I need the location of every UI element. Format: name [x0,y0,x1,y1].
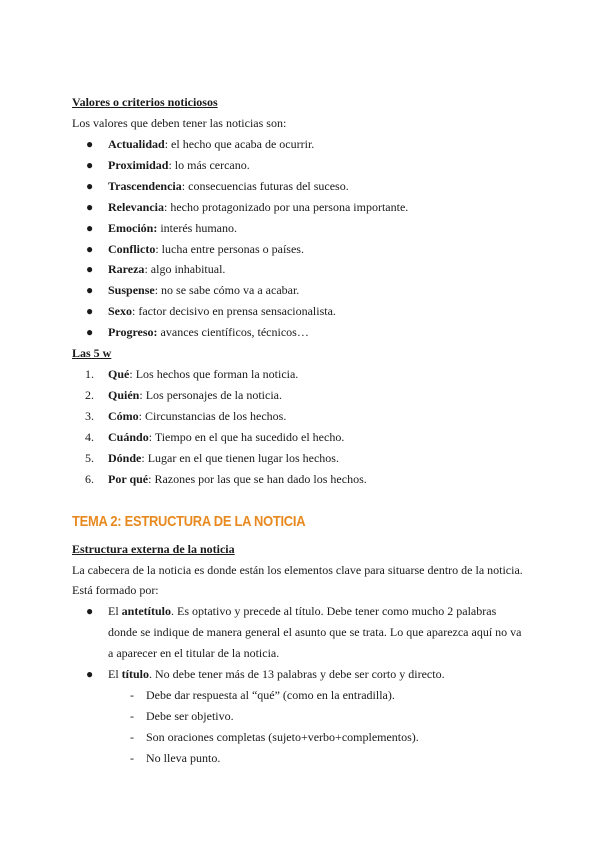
antetitulo-text-1: . Es optativo y precede al título. Debe tener como mucho 2 palabras [171,604,497,618]
value-sep: : [164,199,171,214]
value-term: Emoción: [108,220,158,235]
w-text: Los personajes de la noticia. [145,387,282,402]
w-term: Dónde [108,450,142,465]
cabecera-paragraph-line-1: La cabecera de la noticia es donde están los elementos clave para situarse dentro de la noticia. [72,563,523,577]
titulo-text: . No debe tener más de 13 palabras y debe ser corto y directo. [149,667,445,681]
value-term: Sexo [108,304,132,319]
value-term: Suspense [108,283,155,298]
w-text: Tiempo en el que ha sucedido el hecho. [154,429,345,444]
value-text: lo más cercano. [174,157,250,172]
sublist-text: Debe ser objetivo. [146,708,234,723]
dash-marker: - [130,729,134,744]
bullet-icon: ● [86,304,94,319]
value-text: avances científicos, técnicos… [160,325,309,340]
value-text: el hecho que acaba de ocurrir. [171,137,315,151]
list-number: 5. [85,450,94,465]
dash-marker: - [130,750,134,765]
value-sep: : [168,157,175,172]
list-number: 4. [85,429,94,444]
value-text: interés humano. [160,220,237,235]
value-term: Progreso: [108,325,158,340]
tema-2-title: TEMA 2: ESTRUCTURA DE LA NOTICIA [72,513,306,530]
w-term: Quién [108,387,140,402]
w-sep: : [148,471,155,486]
bullet-icon: ● [86,137,94,151]
w-sep: : [129,367,136,381]
bullet-icon: ● [86,325,94,340]
bullet-icon: ● [86,220,94,235]
antetitulo-text-2: donde se indique de manera general el asunto que se trata. Lo que aparezca aquí no va [108,625,522,639]
w-term: Qué [108,367,130,381]
titulo-pre: El [108,667,122,681]
value-sep: : [144,262,151,277]
antetitulo-pre: El [108,604,122,618]
value-term: Actualidad [108,137,165,151]
bullet-icon: ● [86,262,94,277]
section-heading-estructura-externa: Estructura externa de la noticia [72,542,235,556]
w-text: Los hechos que forman la noticia. [135,367,299,381]
value-text: algo inhabitual. [150,262,226,277]
bullet-icon: ● [86,241,94,256]
value-sep: : [164,137,172,151]
value-term: Conflicto [108,241,156,256]
value-text: consecuencias futuras del suceso. [188,178,349,193]
section-heading-valores: Valores o criterios noticiosos [72,95,218,109]
dash-marker: - [130,688,134,702]
bullet-icon: ● [86,199,94,214]
sublist-text: Debe dar respuesta al “qué” (como en la entradilla). [146,688,395,702]
sublist-text: Son oraciones completas (sujeto+verbo+complementos). [146,729,419,744]
value-sep: : [181,178,189,193]
cabecera-paragraph-line-2: Está formado por: [72,583,159,597]
w-sep: : [138,408,146,423]
value-term: Proximidad [108,157,169,172]
bullet-icon: ● [86,667,94,681]
value-sep: : [132,304,139,319]
w-term: Por qué [108,471,149,486]
value-sep: : [154,283,162,298]
w-sep: : [139,387,146,402]
value-text: no se sabe cómo va a acabar. [161,283,300,298]
w-term: Cómo [108,408,139,423]
list-number: 6. [85,471,94,486]
antetitulo-text-3: a aparecer en el titular de la noticia. [108,646,280,660]
value-text: hecho protagonizado por una persona importante. [170,199,409,214]
list-number: 3. [85,408,94,423]
value-text: factor decisivo en prensa sensacionalista. [138,304,336,319]
value-term: Trascendencia [108,178,182,193]
intro-text: Los valores que deben tener las noticias son: [72,116,287,130]
list-number: 2. [85,387,94,402]
w-sep: : [148,429,155,444]
dash-marker: - [130,708,134,723]
w-term: Cuándo [108,429,149,444]
bullet-icon: ● [86,157,94,172]
w-text: Lugar en el que tienen lugar los hechos. [147,450,339,465]
bullet-icon: ● [86,604,94,618]
bullet-icon: ● [86,283,94,298]
sublist-text: No lleva punto. [146,750,221,765]
value-term: Relevancia [108,199,164,214]
section-heading-5w: Las 5 w [72,346,112,360]
bullet-icon: ● [86,178,94,193]
w-text: Circunstancias de los hechos. [145,408,287,423]
value-text: lucha entre personas o países. [161,241,304,256]
value-term: Rareza [108,262,145,277]
antetitulo-term: antetítulo [121,604,172,618]
w-sep: : [141,450,148,465]
w-text: Razones por las que se han dado los hechos. [154,471,367,486]
value-sep: : [155,241,162,256]
titulo-term: título [121,667,150,681]
list-number: 1. [85,367,94,381]
